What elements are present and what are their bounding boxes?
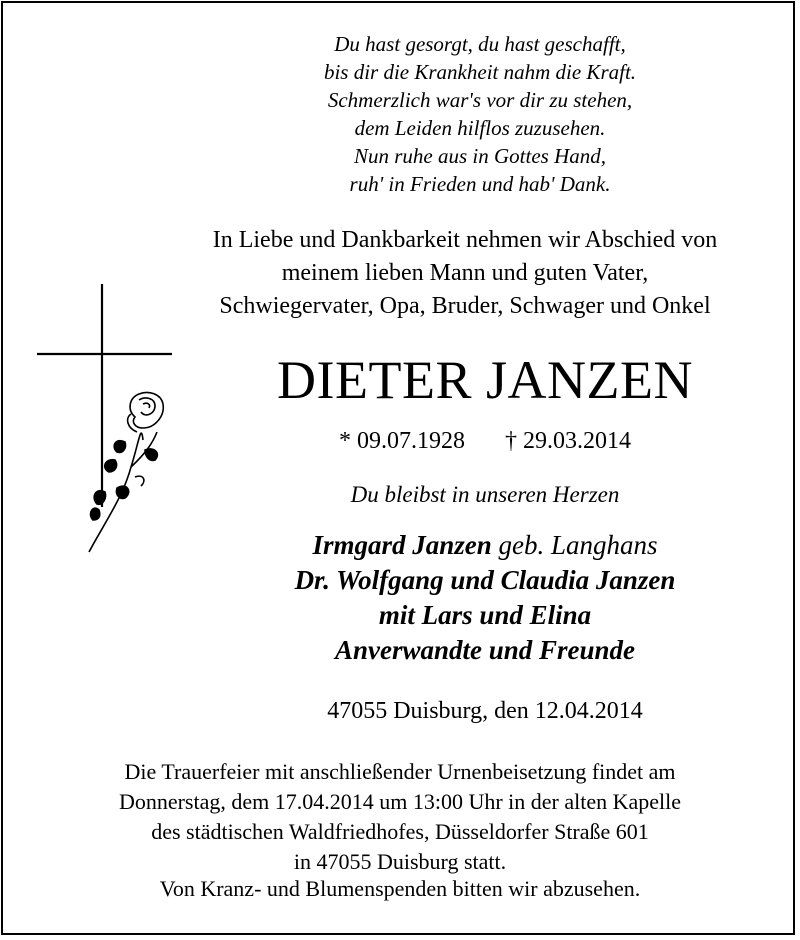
- mourner-children: Dr. Wolfgang und Claudia Janzen: [294, 565, 676, 595]
- service-line: Donnerstag, dem 17.04.2014 um 13:00 Uhr in der alten Kapelle: [118, 789, 682, 814]
- intro-line: Schwiegervater, Opa, Bruder, Schwager und Onkel: [219, 293, 711, 319]
- poem-line: bis dir die Krankheit nahm die Kraft.: [323, 60, 637, 84]
- rose-icon: [89, 392, 163, 552]
- widow-name: Irmgard Janzen: [312, 530, 492, 560]
- service-line: des städtischen Waldfriedhofes, Düsseldorfer Straße 601: [151, 819, 649, 844]
- intro-line: In Liebe und Dankbarkeit nehmen wir Abschied von: [212, 227, 718, 253]
- service-line: in 47055 Duisburg statt.: [293, 849, 507, 874]
- mourner-line: [220, 633, 750, 668]
- poem-line: Schmerzlich war's vor dir zu stehen,: [327, 88, 633, 112]
- mourner-grandchildren: mit Lars und Elina: [378, 600, 592, 630]
- flowers-note: Von Kranz- und Blumenspenden bitten wir abzusehen.: [159, 876, 641, 901]
- life-dates: [250, 425, 720, 457]
- poem: [260, 30, 700, 198]
- service-line: Die Trauerfeier mit anschließender Urnenbeisetzung findet am: [124, 759, 676, 784]
- deceased-name: DIETER JANZEN: [277, 350, 693, 410]
- place-date: 47055 Duisburg, den 12.04.2014: [327, 698, 643, 724]
- farewell-intro: [150, 224, 780, 323]
- mourner-relatives: Anverwandte und Freunde: [334, 635, 636, 665]
- widow-maiden-name: geb. Langhans: [498, 530, 658, 560]
- poem-line: Du hast gesorgt, du hast geschafft,: [334, 32, 626, 56]
- mourner-line: [220, 598, 750, 633]
- mourners: [220, 528, 750, 668]
- intro-line: meinem lieben Mann und guten Vater,: [281, 260, 649, 286]
- service-info: [40, 757, 760, 877]
- death-date: † 29.03.2014: [505, 428, 631, 454]
- mourner-line: [220, 563, 750, 598]
- motto: Du bleibst in unseren Herzen: [350, 482, 620, 507]
- birth-date: * 09.07.1928: [339, 428, 465, 454]
- poem-line: dem Leiden hilflos zuzusehen.: [354, 116, 606, 140]
- poem-line: ruh' in Frieden und hab' Dank.: [349, 172, 611, 196]
- cross-and-rose: [35, 282, 175, 557]
- mourner-line: [220, 528, 750, 563]
- poem-line: Nun ruhe aus in Gottes Hand,: [354, 144, 606, 168]
